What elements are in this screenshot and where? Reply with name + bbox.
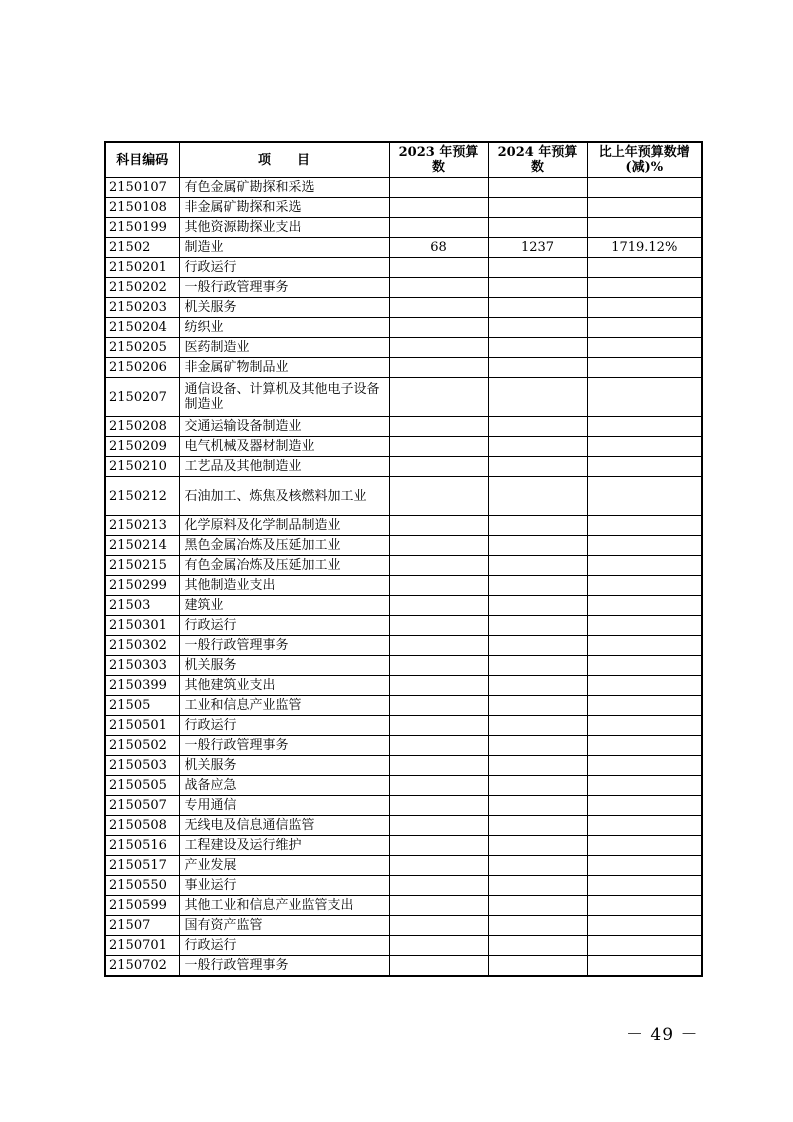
row-budget-2024-cell bbox=[488, 437, 587, 457]
row-budget-2023-cell bbox=[389, 876, 488, 896]
row-name-cell: 黑色金属冶炼及压延加工业 bbox=[179, 536, 389, 556]
row-budget-2024-cell bbox=[488, 736, 587, 756]
table-row bbox=[105, 477, 702, 516]
row-name-cell: 其他制造业支出 bbox=[179, 576, 389, 596]
row-name-cell: 机关服务 bbox=[179, 656, 389, 676]
row-budget-2023-cell bbox=[389, 536, 488, 556]
row-budget-2024-cell bbox=[488, 596, 587, 616]
row-code-cell: 2150209 bbox=[105, 437, 179, 457]
row-change-cell bbox=[587, 218, 702, 238]
row-name-cell: 建筑业 bbox=[179, 596, 389, 616]
row-budget-2023-cell bbox=[389, 576, 488, 596]
row-name-cell: 无线电及信息通信监管 bbox=[179, 816, 389, 836]
table-body bbox=[105, 178, 702, 977]
row-change-cell bbox=[587, 936, 702, 956]
row-change-cell bbox=[587, 457, 702, 477]
page-number: － 49 － bbox=[626, 1025, 699, 1045]
table-row bbox=[105, 796, 702, 816]
table-row bbox=[105, 736, 702, 756]
row-budget-2023-cell bbox=[389, 756, 488, 776]
row-change-cell bbox=[587, 716, 702, 736]
row-code-cell: 2150214 bbox=[105, 536, 179, 556]
table-row bbox=[105, 238, 702, 258]
row-change-cell bbox=[587, 876, 702, 896]
row-change-cell bbox=[587, 956, 702, 977]
row-budget-2024-cell bbox=[488, 956, 587, 977]
row-name-cell: 有色金属冶炼及压延加工业 bbox=[179, 556, 389, 576]
row-budget-2024-cell bbox=[488, 218, 587, 238]
table-row bbox=[105, 756, 702, 776]
row-code-cell: 2150299 bbox=[105, 576, 179, 596]
table-row bbox=[105, 258, 702, 278]
row-code-cell: 2150201 bbox=[105, 258, 179, 278]
row-code-cell: 21503 bbox=[105, 596, 179, 616]
row-code-cell: 2150502 bbox=[105, 736, 179, 756]
row-change-cell bbox=[587, 596, 702, 616]
row-change-cell bbox=[587, 916, 702, 936]
row-code-cell: 2150107 bbox=[105, 178, 179, 198]
row-code-cell: 2150505 bbox=[105, 776, 179, 796]
table-row bbox=[105, 457, 702, 477]
row-budget-2024-cell bbox=[488, 536, 587, 556]
row-budget-2024-cell bbox=[488, 378, 587, 417]
table-row bbox=[105, 936, 702, 956]
row-code-cell: 2150213 bbox=[105, 516, 179, 536]
row-change-cell bbox=[587, 278, 702, 298]
row-name-cell: 产业发展 bbox=[179, 856, 389, 876]
row-budget-2023-cell bbox=[389, 258, 488, 278]
row-name-cell: 一般行政管理事务 bbox=[179, 636, 389, 656]
row-change-cell bbox=[587, 178, 702, 198]
row-budget-2023-cell bbox=[389, 936, 488, 956]
row-budget-2024-cell: 1237 bbox=[488, 238, 587, 258]
row-budget-2024-cell bbox=[488, 776, 587, 796]
row-change-cell bbox=[587, 616, 702, 636]
row-budget-2023-cell bbox=[389, 676, 488, 696]
row-change-cell bbox=[587, 576, 702, 596]
row-budget-2024-cell bbox=[488, 796, 587, 816]
row-change-cell bbox=[587, 338, 702, 358]
row-code-cell: 2150508 bbox=[105, 816, 179, 836]
table-row bbox=[105, 856, 702, 876]
row-budget-2024-cell bbox=[488, 616, 587, 636]
row-change-cell bbox=[587, 676, 702, 696]
row-budget-2023-cell bbox=[389, 218, 488, 238]
row-change-cell bbox=[587, 656, 702, 676]
row-budget-2024-cell bbox=[488, 198, 587, 218]
row-budget-2023-cell bbox=[389, 836, 488, 856]
row-budget-2023-cell bbox=[389, 616, 488, 636]
row-name-cell: 工程建设及运行维护 bbox=[179, 836, 389, 856]
row-name-cell: 事业运行 bbox=[179, 876, 389, 896]
row-name-cell: 医药制造业 bbox=[179, 338, 389, 358]
row-code-cell: 2150507 bbox=[105, 796, 179, 816]
row-name-cell: 战备应急 bbox=[179, 776, 389, 796]
row-budget-2023-cell bbox=[389, 696, 488, 716]
row-name-cell: 国有资产监管 bbox=[179, 916, 389, 936]
row-budget-2024-cell bbox=[488, 876, 587, 896]
header-code: 科目编码 bbox=[105, 142, 179, 178]
table-row bbox=[105, 378, 702, 417]
row-code-cell: 2150516 bbox=[105, 836, 179, 856]
row-code-cell: 2150208 bbox=[105, 417, 179, 437]
table-row bbox=[105, 916, 702, 936]
row-name-cell: 石油加工、炼焦及核燃料加工业 bbox=[179, 477, 389, 516]
row-change-cell bbox=[587, 298, 702, 318]
row-change-cell bbox=[587, 516, 702, 536]
row-change-cell bbox=[587, 696, 702, 716]
row-change-cell bbox=[587, 417, 702, 437]
row-name-cell: 有色金属矿勘探和采选 bbox=[179, 178, 389, 198]
row-name-cell: 非金属矿勘探和采选 bbox=[179, 198, 389, 218]
table-row bbox=[105, 876, 702, 896]
row-change-cell: 1719.12% bbox=[587, 238, 702, 258]
row-budget-2023-cell bbox=[389, 417, 488, 437]
row-name-cell: 行政运行 bbox=[179, 258, 389, 278]
row-code-cell: 21507 bbox=[105, 916, 179, 936]
row-code-cell: 2150501 bbox=[105, 716, 179, 736]
row-name-cell: 机关服务 bbox=[179, 298, 389, 318]
row-change-cell bbox=[587, 816, 702, 836]
row-change-cell bbox=[587, 378, 702, 417]
row-budget-2023-cell bbox=[389, 716, 488, 736]
row-budget-2024-cell bbox=[488, 417, 587, 437]
row-budget-2023-cell bbox=[389, 896, 488, 916]
row-budget-2024-cell bbox=[488, 258, 587, 278]
row-budget-2024-cell bbox=[488, 836, 587, 856]
row-change-cell bbox=[587, 556, 702, 576]
row-budget-2024-cell bbox=[488, 936, 587, 956]
row-change-cell bbox=[587, 477, 702, 516]
row-code-cell: 2150108 bbox=[105, 198, 179, 218]
row-budget-2023-cell bbox=[389, 956, 488, 977]
row-change-cell bbox=[587, 796, 702, 816]
row-budget-2024-cell bbox=[488, 178, 587, 198]
row-budget-2024-cell bbox=[488, 358, 587, 378]
table-row bbox=[105, 636, 702, 656]
row-name-cell: 一般行政管理事务 bbox=[179, 278, 389, 298]
row-budget-2024-cell bbox=[488, 696, 587, 716]
row-name-cell: 行政运行 bbox=[179, 936, 389, 956]
row-change-cell bbox=[587, 736, 702, 756]
row-budget-2023-cell bbox=[389, 318, 488, 338]
header-item: 项 目 bbox=[179, 142, 389, 178]
table-row bbox=[105, 338, 702, 358]
row-budget-2024-cell bbox=[488, 756, 587, 776]
header-change: 比上年预算数增(减)% bbox=[587, 142, 702, 178]
row-code-cell: 2150207 bbox=[105, 378, 179, 417]
row-budget-2024-cell bbox=[488, 298, 587, 318]
row-budget-2023-cell bbox=[389, 338, 488, 358]
row-budget-2024-cell bbox=[488, 896, 587, 916]
row-budget-2023-cell bbox=[389, 556, 488, 576]
row-change-cell bbox=[587, 776, 702, 796]
row-change-cell bbox=[587, 198, 702, 218]
budget-table bbox=[104, 141, 703, 977]
table-row bbox=[105, 956, 702, 977]
table-row bbox=[105, 516, 702, 536]
row-name-cell: 行政运行 bbox=[179, 716, 389, 736]
row-name-cell: 其他建筑业支出 bbox=[179, 676, 389, 696]
row-budget-2024-cell bbox=[488, 656, 587, 676]
row-code-cell: 2150503 bbox=[105, 756, 179, 776]
table-row bbox=[105, 178, 702, 198]
table-row bbox=[105, 298, 702, 318]
row-budget-2024-cell bbox=[488, 338, 587, 358]
row-name-cell: 非金属矿物制品业 bbox=[179, 358, 389, 378]
row-code-cell: 2150302 bbox=[105, 636, 179, 656]
row-budget-2024-cell bbox=[488, 716, 587, 736]
table-row bbox=[105, 218, 702, 238]
row-budget-2024-cell bbox=[488, 576, 587, 596]
row-budget-2024-cell bbox=[488, 318, 587, 338]
row-budget-2024-cell bbox=[488, 676, 587, 696]
table-row bbox=[105, 278, 702, 298]
row-budget-2024-cell bbox=[488, 856, 587, 876]
header-budget-2024: 2024 年预算数 bbox=[488, 142, 587, 178]
row-code-cell: 2150206 bbox=[105, 358, 179, 378]
row-budget-2024-cell bbox=[488, 556, 587, 576]
row-code-cell: 2150212 bbox=[105, 477, 179, 516]
row-change-cell bbox=[587, 437, 702, 457]
row-change-cell bbox=[587, 856, 702, 876]
row-code-cell: 2150202 bbox=[105, 278, 179, 298]
row-budget-2024-cell bbox=[488, 816, 587, 836]
row-code-cell: 2150550 bbox=[105, 876, 179, 896]
row-code-cell: 2150517 bbox=[105, 856, 179, 876]
table-header-row bbox=[105, 142, 702, 178]
row-code-cell: 2150199 bbox=[105, 218, 179, 238]
row-budget-2023-cell: 68 bbox=[389, 238, 488, 258]
row-budget-2024-cell bbox=[488, 916, 587, 936]
table-row bbox=[105, 616, 702, 636]
row-name-cell: 电气机械及器材制造业 bbox=[179, 437, 389, 457]
table-row bbox=[105, 576, 702, 596]
row-name-cell: 专用通信 bbox=[179, 796, 389, 816]
row-code-cell: 2150205 bbox=[105, 338, 179, 358]
table-row bbox=[105, 716, 702, 736]
row-budget-2024-cell bbox=[488, 457, 587, 477]
row-name-cell: 一般行政管理事务 bbox=[179, 736, 389, 756]
table-row bbox=[105, 696, 702, 716]
row-change-cell bbox=[587, 536, 702, 556]
row-budget-2023-cell bbox=[389, 776, 488, 796]
table-row bbox=[105, 536, 702, 556]
row-change-cell bbox=[587, 896, 702, 916]
table-row bbox=[105, 596, 702, 616]
row-name-cell: 一般行政管理事务 bbox=[179, 956, 389, 977]
table-row bbox=[105, 656, 702, 676]
row-name-cell: 机关服务 bbox=[179, 756, 389, 776]
table-row bbox=[105, 776, 702, 796]
row-change-cell bbox=[587, 756, 702, 776]
row-budget-2023-cell bbox=[389, 516, 488, 536]
table-row bbox=[105, 556, 702, 576]
row-name-cell: 通信设备、计算机及其他电子设备制造业 bbox=[179, 378, 389, 417]
row-code-cell: 2150215 bbox=[105, 556, 179, 576]
table-row bbox=[105, 318, 702, 338]
row-budget-2023-cell bbox=[389, 736, 488, 756]
row-code-cell: 2150399 bbox=[105, 676, 179, 696]
row-name-cell: 行政运行 bbox=[179, 616, 389, 636]
table-row bbox=[105, 816, 702, 836]
row-code-cell: 2150204 bbox=[105, 318, 179, 338]
row-change-cell bbox=[587, 358, 702, 378]
row-budget-2023-cell bbox=[389, 656, 488, 676]
row-name-cell: 其他工业和信息产业监管支出 bbox=[179, 896, 389, 916]
row-code-cell: 2150301 bbox=[105, 616, 179, 636]
table-row bbox=[105, 437, 702, 457]
row-budget-2024-cell bbox=[488, 477, 587, 516]
row-code-cell: 21505 bbox=[105, 696, 179, 716]
row-name-cell: 化学原料及化学制品制造业 bbox=[179, 516, 389, 536]
row-code-cell: 2150701 bbox=[105, 936, 179, 956]
row-budget-2023-cell bbox=[389, 457, 488, 477]
row-budget-2023-cell bbox=[389, 278, 488, 298]
row-budget-2023-cell bbox=[389, 378, 488, 417]
row-change-cell bbox=[587, 318, 702, 338]
row-name-cell: 工业和信息产业监管 bbox=[179, 696, 389, 716]
row-budget-2023-cell bbox=[389, 358, 488, 378]
row-budget-2023-cell bbox=[389, 916, 488, 936]
row-name-cell: 工艺品及其他制造业 bbox=[179, 457, 389, 477]
row-budget-2024-cell bbox=[488, 516, 587, 536]
row-budget-2023-cell bbox=[389, 856, 488, 876]
table-row bbox=[105, 198, 702, 218]
row-budget-2023-cell bbox=[389, 298, 488, 318]
row-code-cell: 2150702 bbox=[105, 956, 179, 977]
row-budget-2023-cell bbox=[389, 178, 488, 198]
row-budget-2023-cell bbox=[389, 816, 488, 836]
row-budget-2023-cell bbox=[389, 198, 488, 218]
row-budget-2024-cell bbox=[488, 278, 587, 298]
row-budget-2023-cell bbox=[389, 477, 488, 516]
table-row bbox=[105, 417, 702, 437]
table-row bbox=[105, 358, 702, 378]
row-code-cell: 2150210 bbox=[105, 457, 179, 477]
table-row bbox=[105, 676, 702, 696]
row-budget-2023-cell bbox=[389, 437, 488, 457]
row-budget-2023-cell bbox=[389, 636, 488, 656]
row-change-cell bbox=[587, 258, 702, 278]
row-change-cell bbox=[587, 636, 702, 656]
row-name-cell: 交通运输设备制造业 bbox=[179, 417, 389, 437]
row-budget-2024-cell bbox=[488, 636, 587, 656]
row-name-cell: 其他资源勘探业支出 bbox=[179, 218, 389, 238]
row-code-cell: 2150303 bbox=[105, 656, 179, 676]
row-code-cell: 2150203 bbox=[105, 298, 179, 318]
row-name-cell: 纺织业 bbox=[179, 318, 389, 338]
header-budget-2023: 2023 年预算数 bbox=[389, 142, 488, 178]
row-code-cell: 2150599 bbox=[105, 896, 179, 916]
row-budget-2023-cell bbox=[389, 596, 488, 616]
table-row bbox=[105, 836, 702, 856]
row-change-cell bbox=[587, 836, 702, 856]
row-name-cell: 制造业 bbox=[179, 238, 389, 258]
row-code-cell: 21502 bbox=[105, 238, 179, 258]
table-row bbox=[105, 896, 702, 916]
row-budget-2023-cell bbox=[389, 796, 488, 816]
